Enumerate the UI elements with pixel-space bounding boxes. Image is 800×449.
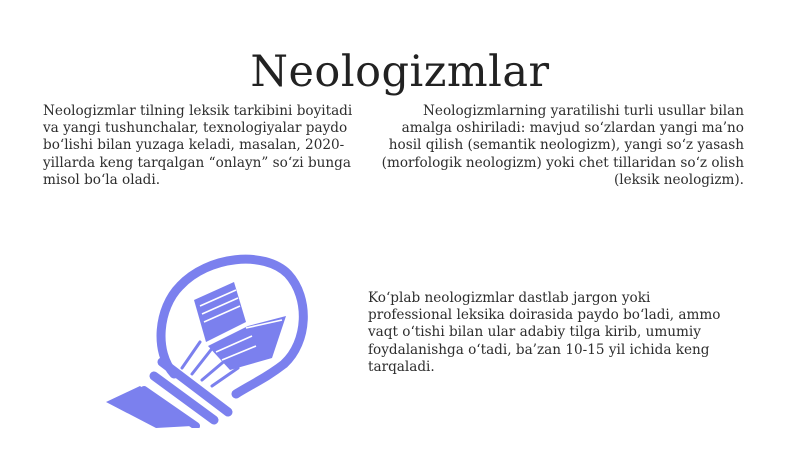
paragraph-2: Neologizmlarning yaratilishi turli usullar bilan amalga oshiriladi: mavjud so‘zlardan yangi ma’no hosil qilish (semantik neologizm), yangi so‘z yasash (morfologik neologizm) yoki chet tillaridan so‘z olish (leksik neologizm). <box>381 103 744 188</box>
slide-title: Neologizmlar <box>250 46 550 97</box>
paragraph-1: Neologizmlar tilning leksik tarkibini boyitadi va yangi tushunchalar, texnologiyalar paydo bo‘lishi bilan yuzaga keladi, masalan, 2020-yillarda keng tarqalgan “onlayn” so‘zi bunga misol bo‘la oladi. <box>43 103 353 188</box>
paragraph-3: Ko‘plab neologizmlar dastlab jargon yoki professional leksika doirasida paydo bo‘ladi, ammo vaqt o‘tishi bilan ular adabiy tilga kirib, umumiy foydalanishga o‘tadi, ba’zan 10-15 yil ichida keng tarqaladi. <box>368 290 721 375</box>
lightbulb-book-icon <box>96 246 310 428</box>
